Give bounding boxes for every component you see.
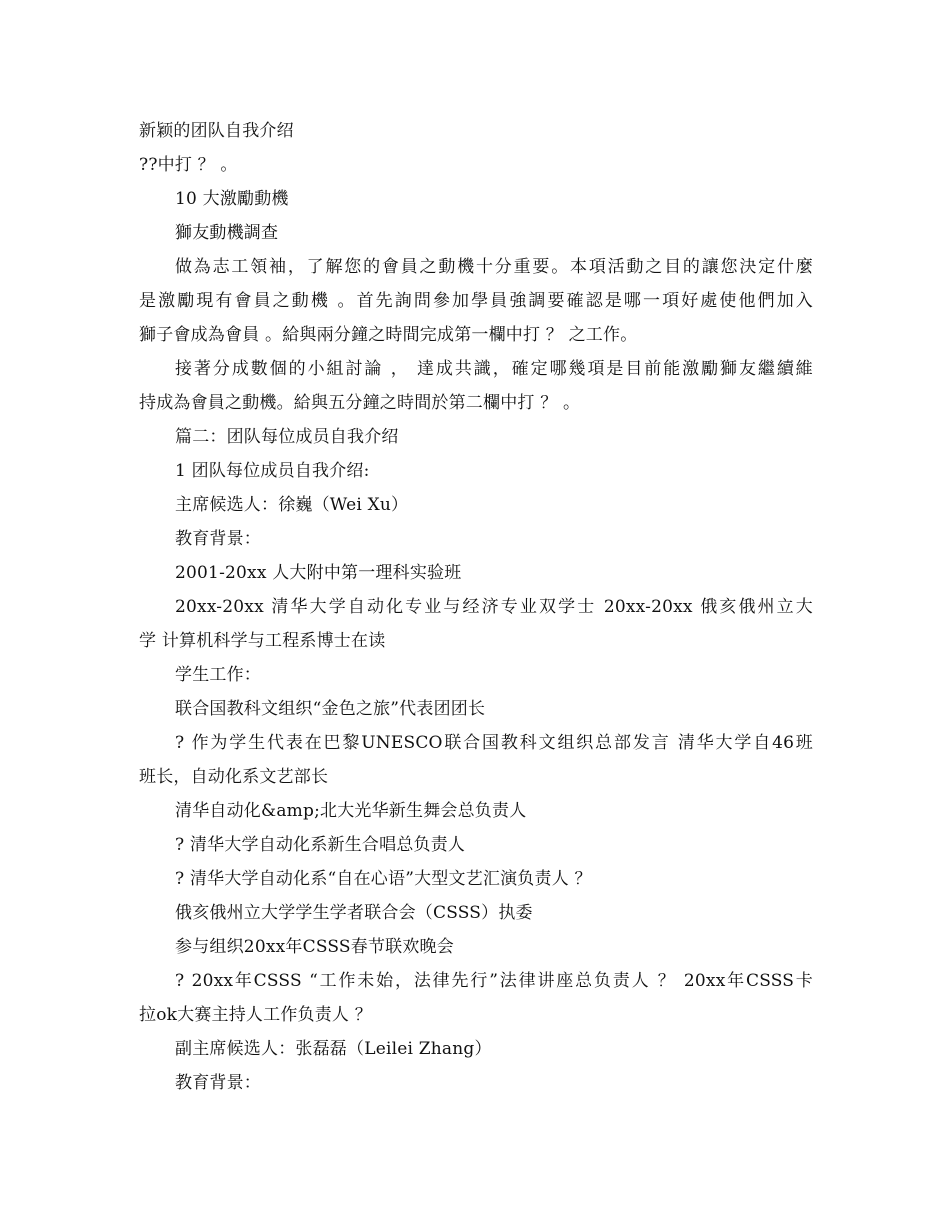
- text-line: 1 团队每位成员自我介绍:: [175, 461, 370, 481]
- paragraph-line: 持成為會員之動機。給與五分鐘之時間於第二欄中打 ？ 。: [139, 393, 581, 413]
- text-line: 参与组织20xx年CSSS春节联欢晚会: [175, 937, 454, 957]
- text-line: 主席候选人：徐巍（Wei Xu）: [175, 495, 409, 515]
- text-line: 2001-20xx 人大附中第一理科实验班: [175, 563, 462, 583]
- paragraph-line: 拉ok大赛主持人工作负责人 ？: [139, 1005, 372, 1025]
- paragraph-line: 学 计算机科学与工程系博士在读: [139, 631, 386, 651]
- paragraph-line: 做為志工領袖，了解您的會員之動機十分重要。本項活動之目的讓您決定什麼: [175, 257, 813, 277]
- text-line: 10 大激勵動機: [175, 189, 289, 209]
- text-line: 獅友動機調查: [175, 223, 279, 243]
- text-line: 副主席候选人：张磊磊（Leilei Zhang）: [175, 1039, 492, 1059]
- text-line: ??中打 ？ 。: [139, 155, 238, 175]
- text-line: ? 清华大学自动化系新生合唱总负责人: [175, 835, 466, 855]
- text-line: 教育背景：: [175, 1073, 261, 1093]
- text-line: 学生工作：: [175, 665, 261, 685]
- text-line: 清华自动化&amp;北大光华新生舞会总负责人: [175, 801, 527, 821]
- paragraph-line: 是激勵現有會員之動機 。首先詢問參加學員強調要確認是哪一項好處使他們加入: [139, 291, 813, 311]
- paragraph-line: 獅子會成為會員 。給與兩分鐘之時間完成第一欄中打 ？ 之工作。: [139, 325, 638, 345]
- section-heading: 篇二：团队每位成员自我介绍: [175, 427, 399, 447]
- text-line: ? 清华大学自动化系“自在心语”大型文艺汇演负责人 ？: [175, 869, 592, 889]
- text-line: 联合国教科文组织“金色之旅”代表团团长: [175, 699, 486, 719]
- paragraph-line: 接著分成數個的小組討論 ， 達成共識，確定哪幾項是目前能激勵獅友繼續維: [175, 359, 813, 379]
- document-title: 新颖的团队自我介绍: [139, 121, 294, 141]
- paragraph-line: 班长，自动化系文艺部长: [139, 767, 329, 787]
- paragraph-line: 20xx-20xx 清华大学自动化专业与经济专业双学士 20xx-20xx 俄亥俄州立大: [175, 597, 813, 617]
- paragraph-line: ? 作为学生代表在巴黎UNESCO联合国教科文组织总部发言 清华大学自46班: [175, 733, 813, 753]
- text-line: 教育背景：: [175, 529, 261, 549]
- document-body: [139, 114, 813, 1100]
- text-line: 俄亥俄州立大学学生学者联合会（CSSS）执委: [175, 903, 533, 923]
- paragraph-line: ? 20xx年CSSS “工作未始，法律先行”法律讲座总负责人 ？ 20xx年CSSS卡: [175, 971, 813, 991]
